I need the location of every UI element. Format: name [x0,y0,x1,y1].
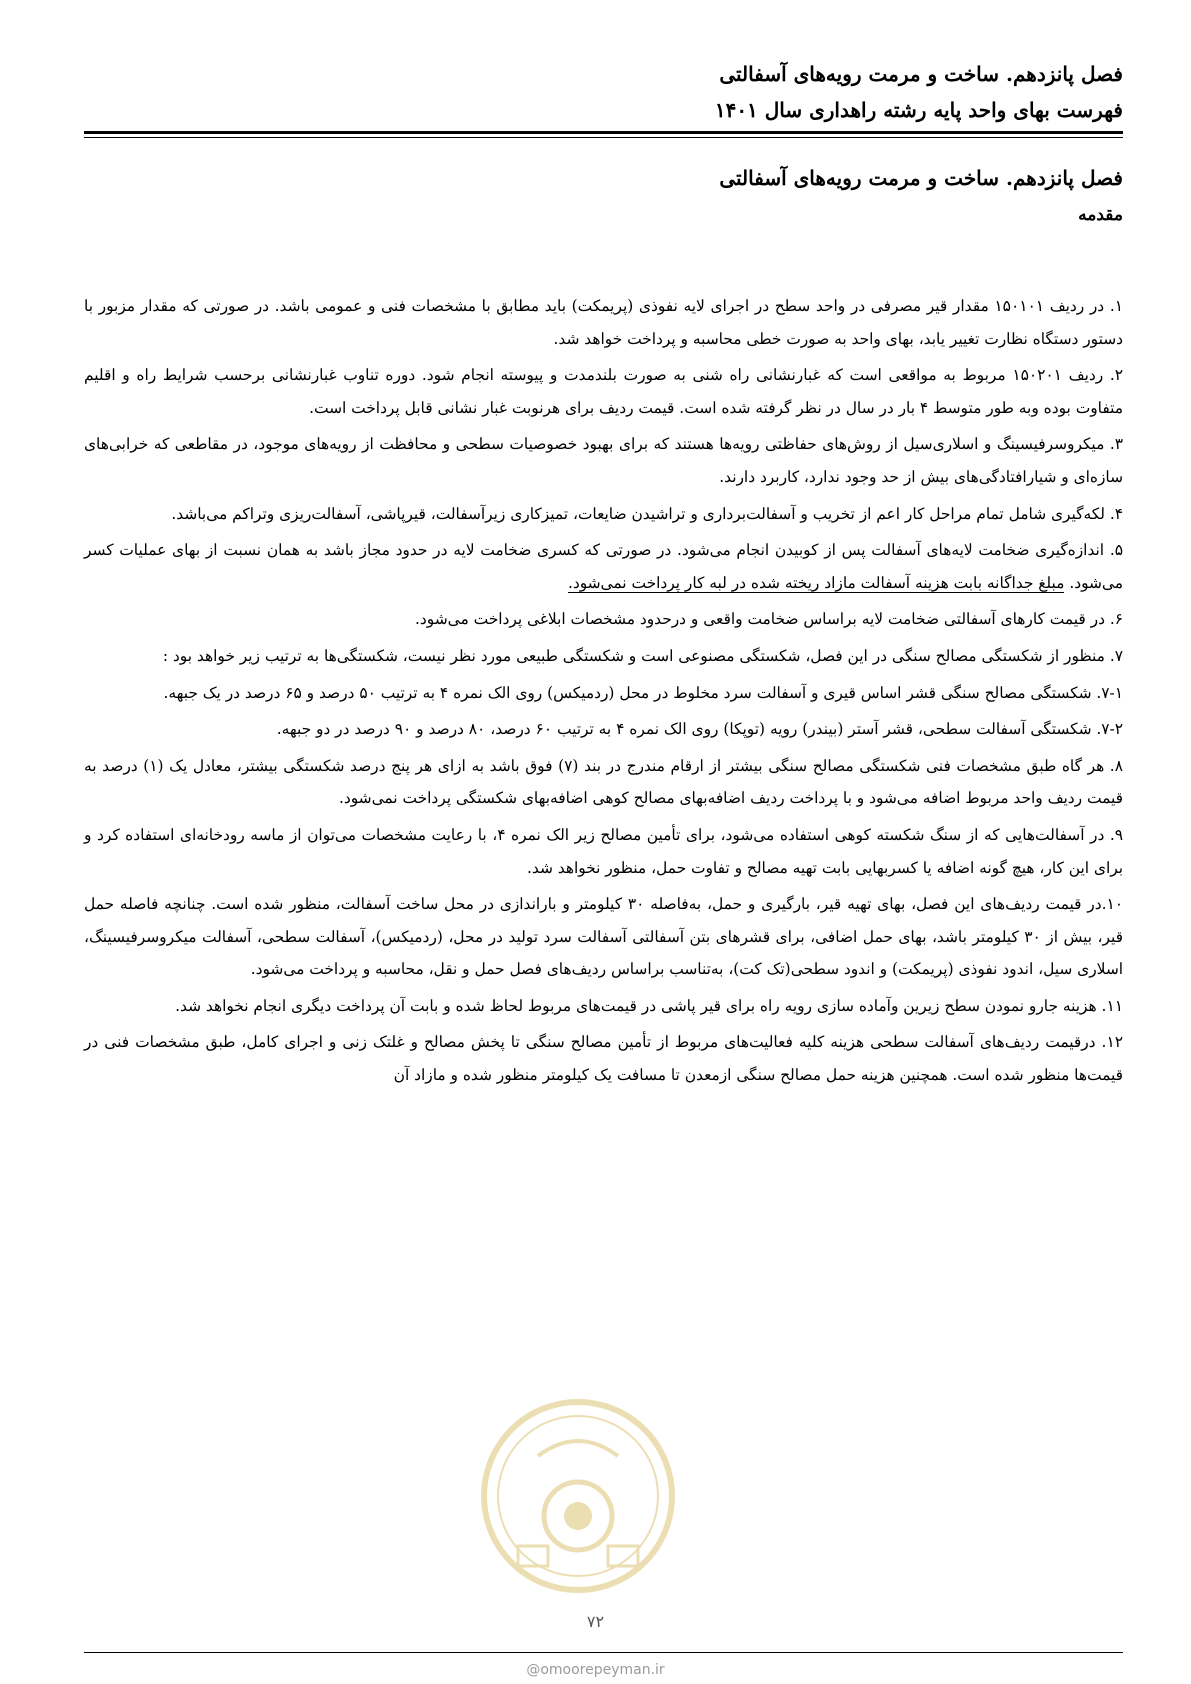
paragraph-3: ۳. میکروسرفیسینگ و اسلاری‌سیل از روش‌های حفاظتی رویه‌ها هستند که برای بهبود خصوصیات سطحی و محافظت از رویه‌های موجود، در مقاطعی که خرابی‌های سازه‌ای و شیارافتادگی‌های بیش از حد وجود ندارد، کاربرد دارند. [84,435,1123,486]
paragraph-12: ۱۲. درقیمت ردیف‌های آسفالت سطحی هزینه کلیه فعالیت‌های مربوط از تأمین مصالح سنگی تا پخش مصالح و غلتک زنی و اجرای کامل، طبق مشخصات فنی در قیمت‌ها منظور شده است. همچنین هزینه حمل مصالح سنگی ازمعدن تا مسافت یک کیلومتر منظور شده و مازاد آن [84,1033,1123,1085]
watermark-seal-icon [478,1396,678,1596]
paragraph-2: ۲. ردیف ۱۵۰۲۰۱ مربوط به مواقعی است که غبارنشانی راه شنی به صورت بلندمدت و پیوسته انجام شود. دوره تناوب غبارنشانی برحسب شرایط راه و اقلیم متفاوت بوده وبه طور متوسط ۴ بار در سال در نظر گرفته شده است. قیمت ردیف برای هرنوبت غبار نشانی قابل پرداخت است. [84,366,1123,417]
paragraph-7-1: ۷-۱. شکستگی مصالح سنگی قشر اساس قیری و آسفالت سرد مخلوط در محل (ردمیکس) روی الک نمره ۴ به ترتیب ۵۰ درصد و ۶۵ درصد در یک جبهه. [163,683,1123,702]
paragraph-1: ۱. در ردیف ۱۵۰۱۰۱ مقدار قیر مصرفی در واحد سطح در اجرای لایه نفوذی (پریمکت) باید مطابق با مشخصات فنی و عمومی باشد. در صورتی که مقدار مزبور با دستور دستگاه نظارت تغییر یابد، بهای واحد به صورت خطی محاسبه و پرداخت خواهد شد. [84,297,1123,348]
header-book-title: فهرست بهای واحد پایه رشته راهداری سال ۱۴۰۱ [714,98,1123,122]
paragraph-6: ۶. در قیمت کارهای آسفالتی ضخامت لایه براساس ضخامت واقعی و درحدود مشخصات ابلاغی پرداخت می‌شود. [415,610,1123,629]
paragraph-7-2: ۷-۲. شکستگی آسفالت سطحی، قشر آستر (بیندر) رویه (توپکا) روی الک نمره ۴ به ترتیب ۶۰ درصد، ۸۰ درصد و ۹۰ درصد در دو جبهه. [276,720,1123,739]
section-subtitle: مقدمه [1078,205,1123,225]
page-number: ۷۲ [586,1612,605,1631]
paragraph-8: ۸. هر گاه طبق مشخصات فنی شکستگی مصالح سنگی بیشتر از ارقام مندرج در بند (۷) فوق باشد به ازای هر پنج درصد شکستگی بیشتر، معادل یک (۱) درصد به قیمت ردیف واحد مربوط اضافه می‌شود و با پرداخت ردیف اضافه‌بهای مصالح کوهی اضافه‌بهای شکستگی پرداخت نمی‌شود. [84,756,1123,808]
header-chapter-title: فصل پانزدهم. ساخت و مرمت رویه‌های آسفالتی [719,62,1123,86]
page-header [68,56,1123,128]
paragraph-5-underlined: مبلغ جداگانه بابت هزینه آسفالت مازاد ریخته شده در لبه کار پرداخت نمی‌شود. [567,573,1065,592]
paragraph-7: ۷. منظور از شکستگی مصالح سنگی در این فصل، شکستگی مصنوعی است و شکستگی طبیعی مورد نظر نیست، شکستگی‌ها به ترتیب زیر خواهد بود : [162,646,1123,665]
paragraph-9: ۹. در آسفالت‌هایی که از سنگ شکسته کوهی استفاده می‌شود، برای تأمین مصالح زیر الک نمره ۴، با رعایت مشخصات می‌توان از ماسه رودخانه‌ای استفاده کرد و برای این کار، هیچ گونه اضافه یا کسربهایی بابت تهیه مصالح و تفاوت حمل، منظور نخواهد شد. [84,825,1124,877]
paragraph-5 [84,534,1123,599]
header-rule [84,131,1123,134]
section-title: فصل پانزدهم. ساخت و مرمت رویه‌های آسفالتی [719,166,1123,190]
paragraph-4: ۴. لکه‌گیری شامل تمام مراحل کار اعم از تخریب و آسفالت‌برداری و تراشیدن ضایعات، تمیزکاری زیرآسفالت، قیرپاشی، آسفالت‌ریزی وتراکم می‌باشد. [171,504,1123,523]
footer-rule [84,1652,1123,1653]
header-rule-thin [84,137,1123,138]
website-watermark: @omoorepeyman.ir [526,1662,665,1678]
paragraph-11: ۱۱. هزینه جارو نمودن سطح زیرین وآماده سازی رویه راه برای قیر پاشی در قیمت‌های مربوط لحاظ شده و بابت آن پرداخت دیگری انجام نخواهد شد. [175,996,1123,1015]
paragraph-10: ۱۰.در قیمت ردیف‌های این فصل، بهای تهیه قیر، بارگیری و حمل، به‌فاصله ۳۰ کیلومتر و باراندازی در محل ساخت آسفالت، منظور شده است. چنانچه فاصله حمل قیر، بیش از ۳۰ کیلومتر باشد، بهای حمل اضافی، برای قشرهای بتن آسفالتی آسفالت سرد تولید در محل، (ردمیکس)، آسفالت سطحی، آسفالت میکروسرفیسینگ، اسلاری سیل، اندود نفوذی (پریمکت) و اندود سطحی(تک کت)، به‌تناسب براساس ردیف‌های فصل حمل و نقل، محاسبه و پرداخت می‌شود. [84,895,1124,979]
paragraph-5-text: ۵. اندازه‌گیری ضخامت لایه‌های آسفالت پس از کوبیدن انجام می‌شود. در صورتی که کسری ضخامت لایه در حدود مجاز باشد به همان نسبت از بهای عملیات کسر می‌شود. [84,541,1123,592]
body-text [84,290,1123,1096]
